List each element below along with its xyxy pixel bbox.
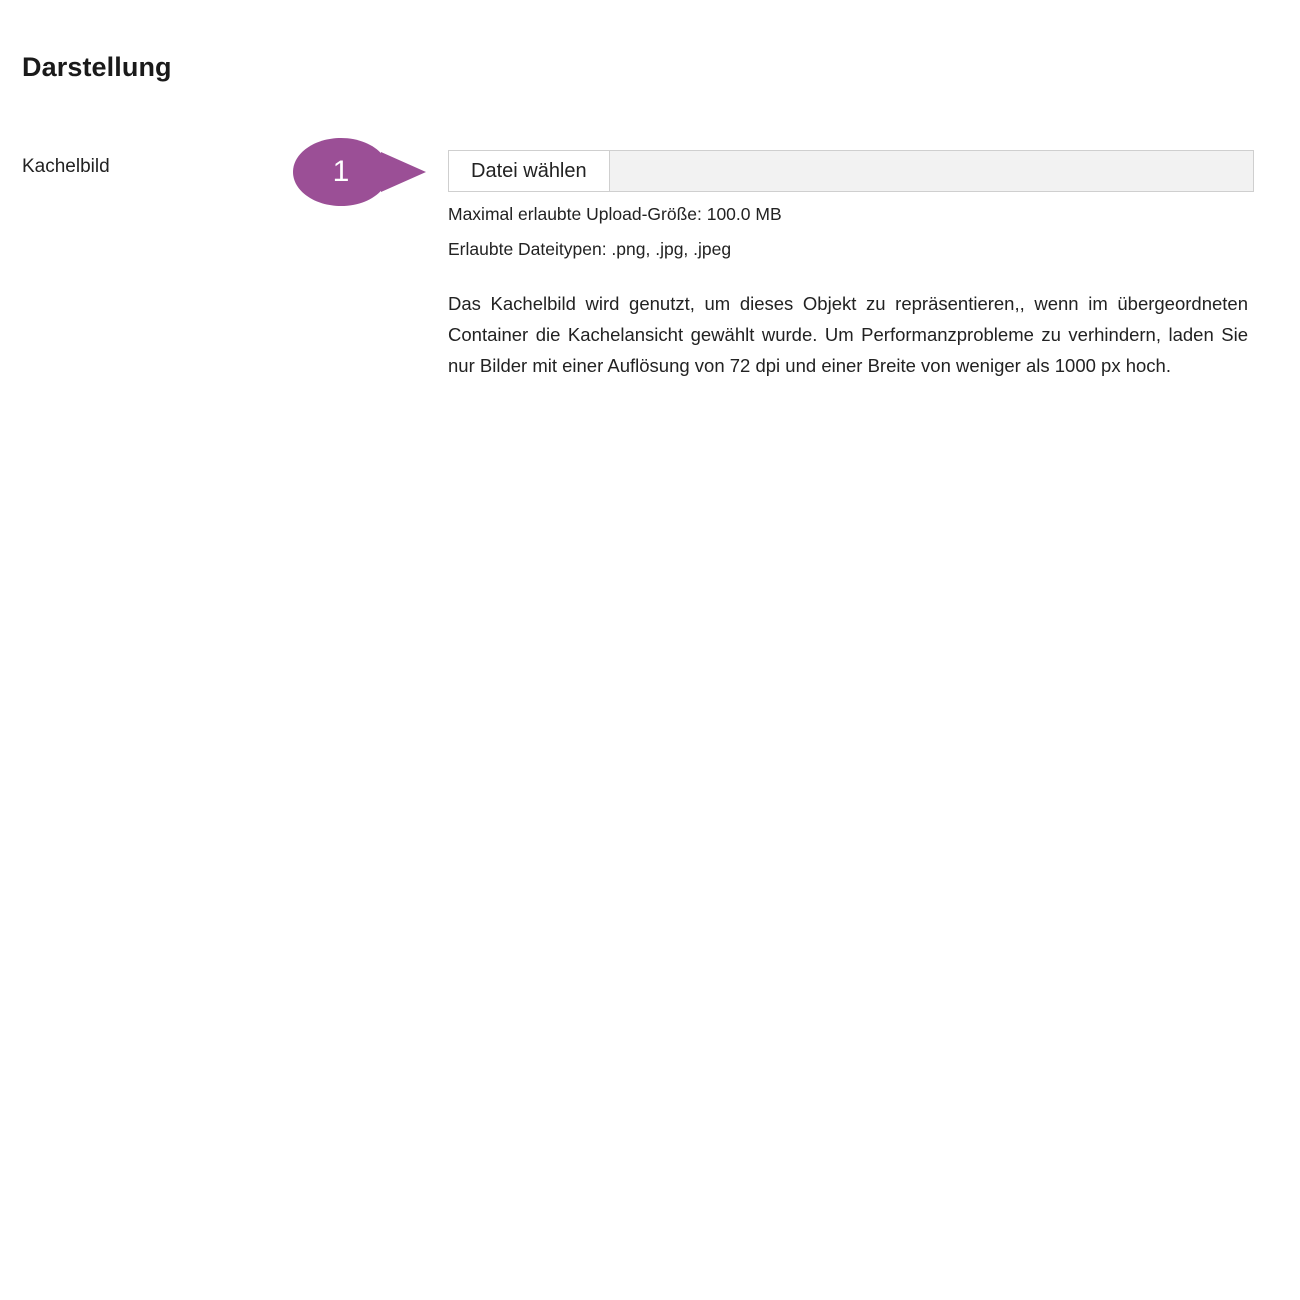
callout-number-label: 1 bbox=[332, 155, 350, 188]
field-description: Das Kachelbild wird genutzt, um dieses Objekt zu repräsentieren,, wenn im übergeordneten Container die Kachelansicht gewählt wurde. Um Performanzprobleme zu verhindern, laden Sie nur Bilder mit einer Auflösung von 72 dpi und einer Breite von weniger als 1000 px hoch. bbox=[448, 293, 1248, 376]
file-input-wrapper[interactable] bbox=[448, 150, 1254, 192]
allowed-filetypes-hint: Erlaubte Dateitypen: .png, .jpg, .jpeg bbox=[448, 239, 732, 259]
choose-file-button[interactable]: Datei wählen bbox=[449, 151, 610, 191]
upload-size-hint: Maximal erlaubte Upload-Größe: 100.0 MB bbox=[448, 204, 782, 224]
page-title: Darstellung bbox=[22, 52, 172, 82]
field-label-kachelbild: Kachelbild bbox=[22, 156, 110, 177]
upload-control bbox=[448, 150, 1258, 381]
callout-arrow-icon bbox=[293, 138, 428, 206]
callout-marker-1 bbox=[293, 138, 428, 206]
file-name-display[interactable] bbox=[610, 151, 1253, 191]
